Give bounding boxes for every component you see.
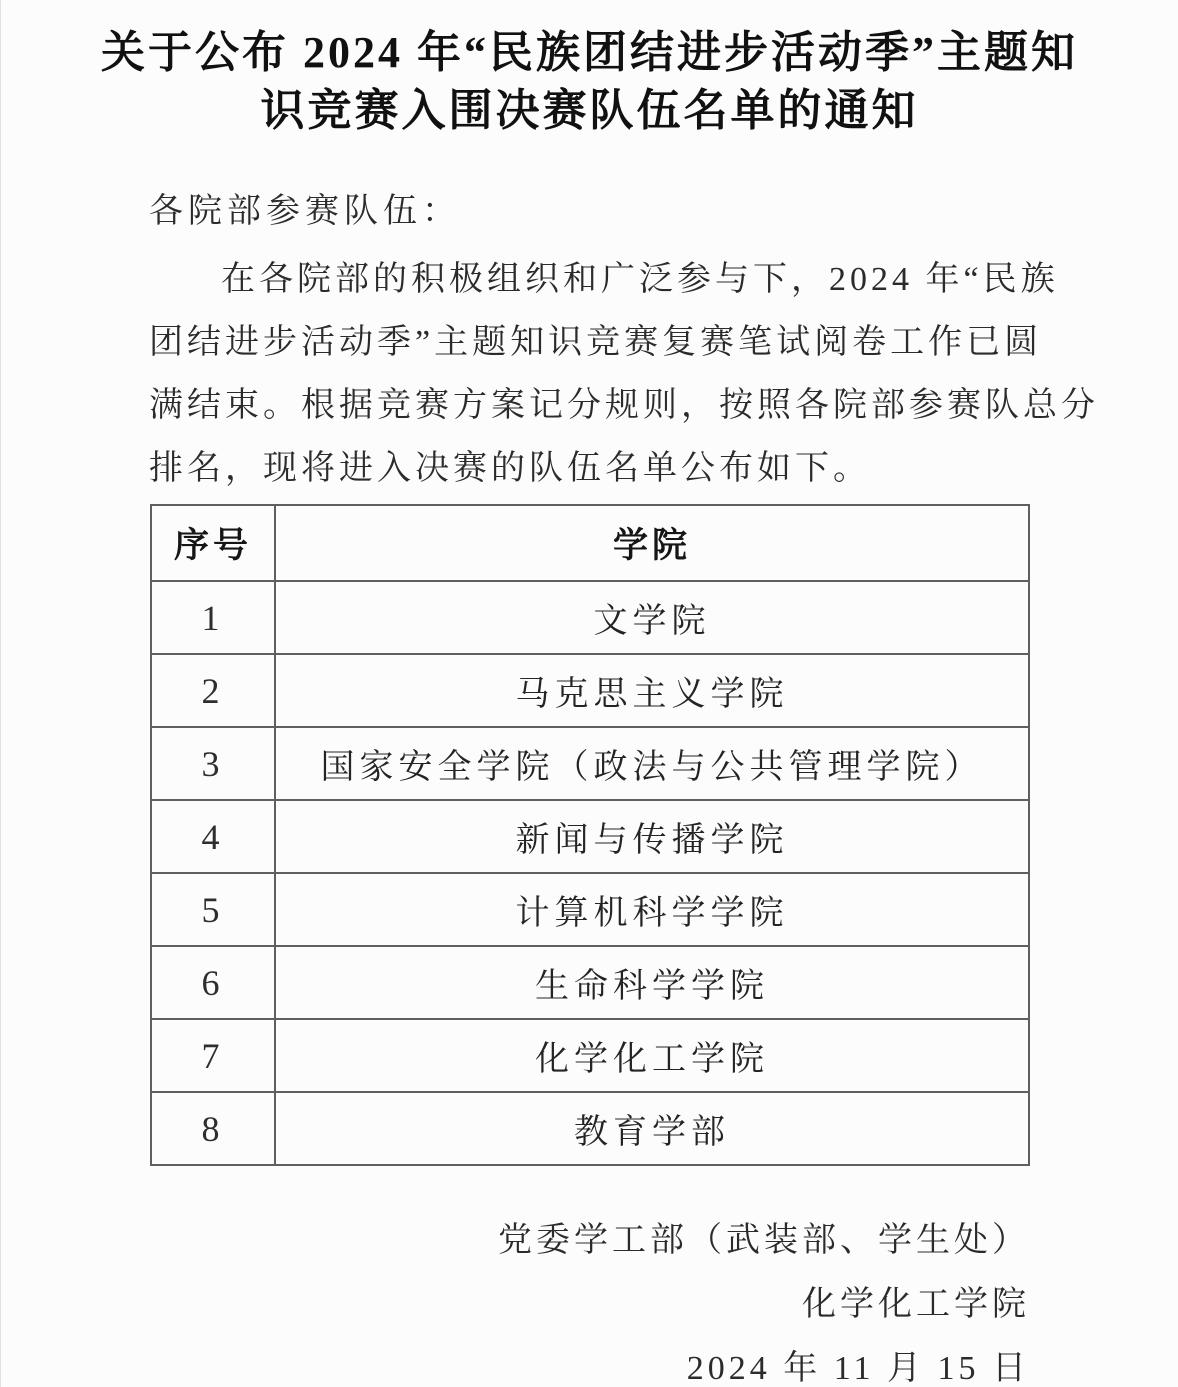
cell-no: 4 bbox=[151, 800, 275, 873]
table-row bbox=[151, 800, 1029, 873]
cell-college: 生命科学学院 bbox=[275, 946, 1029, 1019]
cell-no: 5 bbox=[151, 873, 275, 946]
cell-no: 1 bbox=[151, 581, 275, 654]
cell-college: 新闻与传播学院 bbox=[275, 800, 1029, 873]
header-cell-college: 学院 bbox=[275, 505, 1029, 581]
cell-college: 化学化工学院 bbox=[275, 1019, 1029, 1092]
document-body bbox=[1, 190, 1178, 500]
cell-college: 文学院 bbox=[275, 581, 1029, 654]
salutation: 各院部参赛队伍： bbox=[149, 193, 461, 230]
paragraph-line: 团结进步活动季”主题知识竞赛复赛笔试阅卷工作已圆 bbox=[149, 324, 1043, 361]
issuing-college: 化学化工学院 bbox=[802, 1286, 1030, 1323]
table-row bbox=[151, 873, 1029, 946]
table-row bbox=[151, 946, 1029, 1019]
issue-date: 2024 年 11 月 15 日 bbox=[686, 1350, 1030, 1387]
cell-no: 7 bbox=[151, 1019, 275, 1092]
cell-college: 马克思主义学院 bbox=[275, 654, 1029, 727]
cell-college: 国家安全学院（政法与公共管理学院） bbox=[275, 727, 1029, 800]
signature-block bbox=[1, 1209, 1178, 1387]
table-row bbox=[151, 654, 1029, 727]
intro-paragraph bbox=[149, 248, 1099, 500]
cell-no: 2 bbox=[151, 654, 275, 727]
cell-college: 教育学部 bbox=[275, 1092, 1029, 1165]
title-line-1: 关于公布 2024 年“民族团结进步活动季”主题知 bbox=[101, 28, 1078, 77]
paragraph-line: 满结束。根据竞赛方案记分规则，按照各院部参赛队总分 bbox=[149, 387, 1099, 424]
paragraph-line: 排名，现将进入决赛的队伍名单公布如下。 bbox=[149, 450, 871, 487]
header-cell-no: 序号 bbox=[151, 505, 275, 581]
table-row bbox=[151, 727, 1029, 800]
table-header-row bbox=[151, 505, 1029, 581]
document-title bbox=[1, 0, 1178, 140]
cell-college: 计算机科学学院 bbox=[275, 873, 1029, 946]
table-row bbox=[151, 581, 1029, 654]
table-row bbox=[151, 1019, 1029, 1092]
cell-no: 3 bbox=[151, 727, 275, 800]
finalist-table bbox=[150, 504, 1030, 1166]
cell-no: 6 bbox=[151, 946, 275, 1019]
issuing-department: 党委学工部（武装部、学生处） bbox=[498, 1222, 1030, 1259]
table-row bbox=[151, 1092, 1029, 1165]
cell-no: 8 bbox=[151, 1092, 275, 1165]
title-line-2: 识竞赛入围决赛队伍名单的通知 bbox=[260, 86, 919, 135]
paragraph-line: 在各院部的积极组织和广泛参与下，2024 年“民族 bbox=[221, 261, 1059, 298]
